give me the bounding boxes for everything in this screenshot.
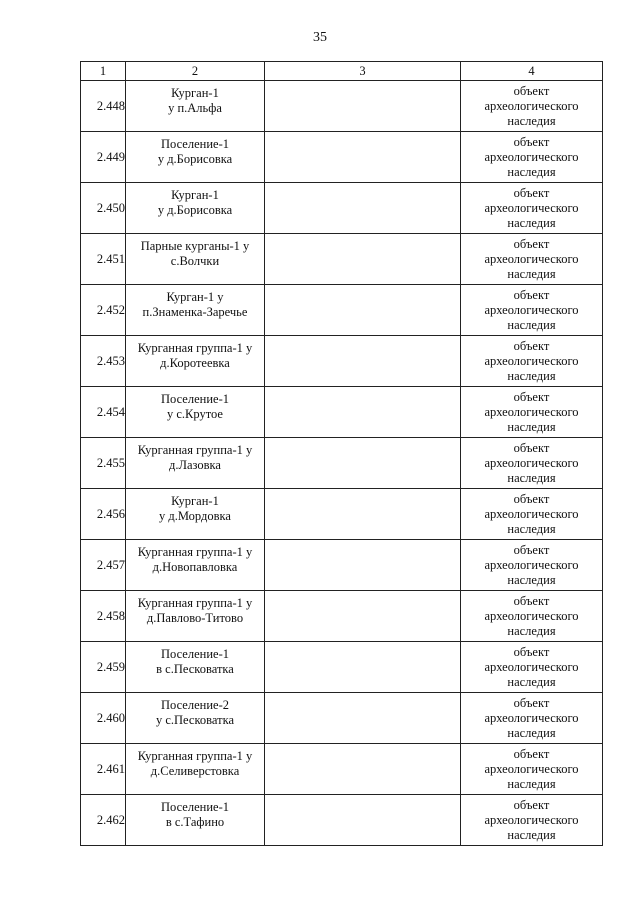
row-number: 2.451: [81, 234, 126, 285]
table-row: [81, 183, 603, 234]
object-name-line: Поселение-1: [161, 647, 229, 661]
page-number: 35: [313, 30, 327, 45]
table-row: [81, 81, 603, 132]
row-number: 2.459: [81, 642, 126, 693]
column-3-cell: [265, 183, 461, 234]
object-type-cell: [461, 234, 603, 285]
object-type-line: археологического: [484, 812, 579, 827]
object-type-line: объект: [513, 542, 550, 557]
object-type-line: объект: [513, 440, 550, 455]
object-type-cell: [461, 642, 603, 693]
object-name-line: в с.Песковатка: [156, 662, 234, 676]
object-type-cell: [461, 81, 603, 132]
object-name-line: в с.Тафино: [165, 815, 225, 829]
object-type-line: объект: [513, 185, 550, 200]
row-number: 2.461: [81, 744, 126, 795]
object-name-cell: [126, 234, 265, 285]
row-number: 2.456: [81, 489, 126, 540]
object-type-line: наследия: [507, 113, 556, 128]
object-type-line: объект: [513, 644, 550, 659]
column-3-cell: [265, 795, 461, 846]
object-type-line: археологического: [484, 506, 579, 521]
object-name-line: у с.Крутое: [167, 407, 223, 421]
table-row: [81, 744, 603, 795]
object-name-cell: [126, 438, 265, 489]
object-name-cell: [126, 489, 265, 540]
table-row: [81, 285, 603, 336]
object-type-line: наследия: [507, 368, 556, 383]
column-header-4: 4: [461, 62, 603, 81]
object-type-line: наследия: [507, 623, 556, 638]
object-name-line: Поселение-1: [161, 392, 229, 406]
object-type-cell: [461, 540, 603, 591]
object-type-line: объект: [513, 491, 550, 506]
row-number: 2.455: [81, 438, 126, 489]
object-type-cell: [461, 795, 603, 846]
object-name-cell: [126, 642, 265, 693]
object-name-line: у д.Мордовка: [159, 509, 231, 523]
object-type-line: археологического: [484, 251, 579, 266]
object-type-line: объект: [513, 593, 550, 608]
object-type-line: объект: [513, 389, 550, 404]
table-row: [81, 132, 603, 183]
column-3-cell: [265, 387, 461, 438]
object-name-cell: [126, 795, 265, 846]
object-type-line: наследия: [507, 827, 556, 842]
object-type-cell: [461, 132, 603, 183]
object-type-cell: [461, 489, 603, 540]
object-type-line: наследия: [507, 266, 556, 281]
column-3-cell: [265, 591, 461, 642]
row-number: 2.460: [81, 693, 126, 744]
column-3-cell: [265, 693, 461, 744]
object-type-line: археологического: [484, 761, 579, 776]
object-name-cell: [126, 693, 265, 744]
table-row: [81, 489, 603, 540]
object-type-line: археологического: [484, 98, 579, 113]
object-name-line: Курганная группа-1 у: [137, 545, 253, 559]
object-name-line: Курган-1: [171, 86, 219, 100]
row-number: 2.457: [81, 540, 126, 591]
column-3-cell: [265, 132, 461, 183]
object-type-line: наследия: [507, 521, 556, 536]
object-name-cell: [126, 132, 265, 183]
table-row: [81, 591, 603, 642]
column-3-cell: [265, 489, 461, 540]
object-type-cell: [461, 285, 603, 336]
object-name-line: Курганная группа-1 у: [137, 749, 253, 763]
object-name-cell: [126, 183, 265, 234]
object-name-line: д.Новопавловка: [152, 560, 238, 574]
object-type-line: археологического: [484, 200, 579, 215]
object-name-cell: [126, 744, 265, 795]
object-type-line: объект: [513, 134, 550, 149]
column-3-cell: [265, 81, 461, 132]
table-header-row: [81, 62, 603, 81]
row-number: 2.454: [81, 387, 126, 438]
object-type-line: наследия: [507, 725, 556, 740]
object-name-line: у с.Песковатка: [155, 713, 235, 727]
row-number: 2.458: [81, 591, 126, 642]
object-type-line: археологического: [484, 659, 579, 674]
table-row: [81, 438, 603, 489]
object-type-line: наследия: [507, 164, 556, 179]
object-type-cell: [461, 693, 603, 744]
object-name-line: Курганная группа-1 у: [137, 596, 253, 610]
row-number: 2.448: [81, 81, 126, 132]
object-name-line: д.Селиверстовка: [150, 764, 240, 778]
object-type-line: наследия: [507, 674, 556, 689]
column-header-2: 2: [126, 62, 265, 81]
object-type-line: наследия: [507, 572, 556, 587]
object-type-line: наследия: [507, 317, 556, 332]
object-type-line: объект: [513, 236, 550, 251]
table-body: [81, 81, 603, 846]
object-type-cell: [461, 744, 603, 795]
object-name-line: Поселение-1: [161, 800, 229, 814]
object-name-line: Курганная группа-1 у: [137, 443, 253, 457]
table-row: [81, 795, 603, 846]
column-3-cell: [265, 642, 461, 693]
column-3-cell: [265, 744, 461, 795]
column-3-cell: [265, 438, 461, 489]
table-row: [81, 540, 603, 591]
column-3-cell: [265, 285, 461, 336]
object-name-line: Поселение-1: [161, 137, 229, 151]
object-type-line: археологического: [484, 353, 579, 368]
object-name-line: с.Волчки: [170, 254, 220, 268]
object-type-line: наследия: [507, 470, 556, 485]
row-number: 2.453: [81, 336, 126, 387]
object-type-cell: [461, 183, 603, 234]
object-type-line: объект: [513, 338, 550, 353]
row-number: 2.452: [81, 285, 126, 336]
object-name-line: д.Павлово-Титово: [146, 611, 244, 625]
row-number: 2.449: [81, 132, 126, 183]
column-3-cell: [265, 234, 461, 285]
object-type-line: объект: [513, 287, 550, 302]
object-type-line: объект: [513, 746, 550, 761]
table-row: [81, 693, 603, 744]
row-number: 2.450: [81, 183, 126, 234]
object-name-line: у п.Альфа: [168, 101, 222, 115]
object-type-cell: [461, 438, 603, 489]
object-name-line: Поселение-2: [161, 698, 229, 712]
table-row: [81, 336, 603, 387]
object-name-line: Курган-1 у: [166, 290, 224, 304]
table-row: [81, 234, 603, 285]
column-3-cell: [265, 336, 461, 387]
object-type-line: археологического: [484, 302, 579, 317]
object-type-line: археологического: [484, 455, 579, 470]
object-name-line: Курган-1: [171, 188, 219, 202]
object-name-cell: [126, 81, 265, 132]
object-type-line: археологического: [484, 608, 579, 623]
object-name-line: д.Лазовка: [169, 458, 221, 472]
object-name-line: Парные курганы-1 у: [140, 239, 250, 253]
object-type-line: археологического: [484, 149, 579, 164]
object-name-line: п.Знаменка-Заречье: [142, 305, 248, 319]
heritage-objects-table: [80, 61, 603, 846]
object-name-cell: [126, 387, 265, 438]
object-type-line: археологического: [484, 710, 579, 725]
column-3-cell: [265, 540, 461, 591]
object-name-line: у д.Борисовка: [157, 152, 233, 166]
object-type-line: наследия: [507, 215, 556, 230]
object-type-cell: [461, 387, 603, 438]
object-type-line: археологического: [484, 557, 579, 572]
object-name-cell: [126, 591, 265, 642]
object-type-line: археологического: [484, 404, 579, 419]
object-type-cell: [461, 591, 603, 642]
object-name-line: Курганная группа-1 у: [137, 341, 253, 355]
object-name-cell: [126, 336, 265, 387]
table-row: [81, 387, 603, 438]
object-type-line: объект: [513, 797, 550, 812]
object-name-cell: [126, 540, 265, 591]
object-type-line: наследия: [507, 776, 556, 791]
object-name-line: д.Коротеевка: [160, 356, 230, 370]
object-type-line: наследия: [507, 419, 556, 434]
object-name-line: Курган-1: [171, 494, 219, 508]
row-number: 2.462: [81, 795, 126, 846]
object-name-line: у д.Борисовка: [157, 203, 233, 217]
table-row: [81, 642, 603, 693]
object-type-line: объект: [513, 695, 550, 710]
object-type-cell: [461, 336, 603, 387]
object-type-line: объект: [513, 83, 550, 98]
column-header-3: 3: [265, 62, 461, 81]
column-header-1: 1: [81, 62, 126, 81]
object-name-cell: [126, 285, 265, 336]
